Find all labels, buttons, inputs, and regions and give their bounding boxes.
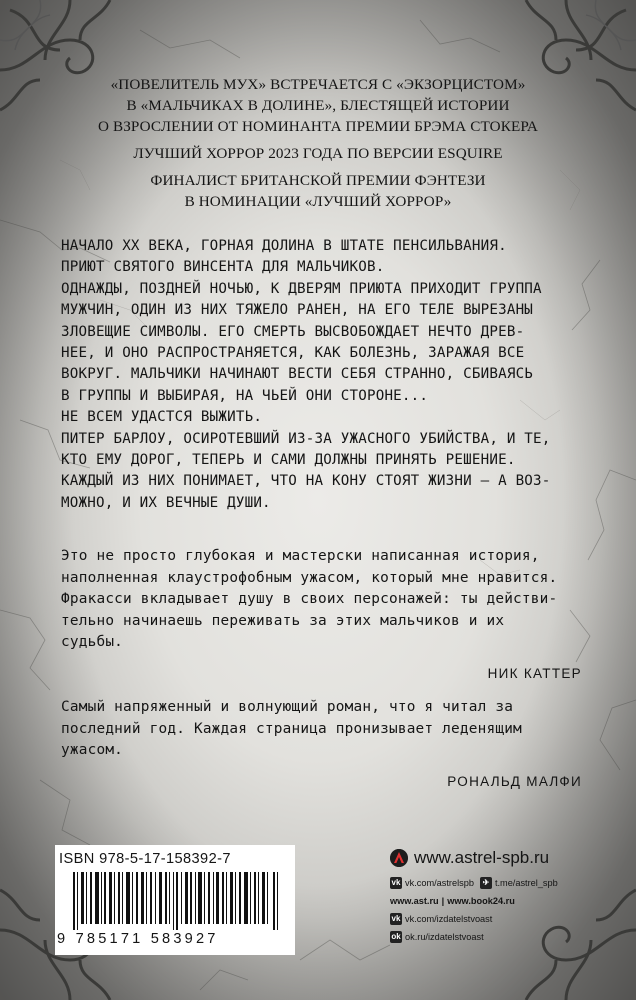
synopsis-line: ВОКРУГ. МАЛЬЧИКИ НАЧИНАЮТ ВЕСТИ СЕБЯ СТРАННО, СБИВАЯСЬ — [61, 366, 534, 383]
divider: | — [441, 896, 445, 906]
isbn-label: ISBN 978-5-17-158392-7 — [59, 851, 231, 867]
blurb-line: ЛУЧШИЙ ХОРРОР 2023 ГОДА ПО ВЕРСИИ ESQUIRE — [133, 145, 503, 162]
barcode-box — [55, 845, 295, 955]
blurb-quote — [60, 74, 576, 137]
odnoklassniki-icon: ok — [391, 932, 401, 941]
review-block — [61, 697, 582, 789]
synopsis-line: ПРИЮТ СВЯТОГО ВИНСЕНТА ДЛЯ МАЛЬЧИКОВ. — [61, 259, 385, 276]
synopsis-line: КАЖДЫЙ ИЗ НИХ ПОНИМАЕТ, ЧТО НА КОНУ СТОЯТ ЖИЗНИ — А ВОЗ- — [61, 473, 551, 490]
review-line: Фракасси вкладывает душу в своих персонажей: ты действи- — [61, 591, 558, 608]
publisher-links — [390, 846, 590, 946]
review-line: Это не просто глубокая и мастерски написанная история, — [61, 548, 540, 564]
vk-row — [390, 910, 590, 928]
synopsis-line: КТО ЕМУ ДОРОГ, ТЕПЕРЬ И САМИ ДОЛЖНЫ ПРИНЯТЬ РЕШЕНИЕ. — [61, 452, 516, 469]
synopsis — [61, 236, 582, 514]
review-line: ужасом. — [61, 742, 124, 759]
barcode-digits: 9 785171 583927 — [57, 931, 219, 947]
ast-link[interactable]: www.ast.ru — [390, 896, 439, 906]
ok-link[interactable]: ok.ru/izdatelstvoast — [405, 932, 484, 942]
review-line: судьбы. — [61, 634, 124, 651]
telegram-icon: ✈ — [480, 877, 492, 889]
synopsis-line: НЕ ВСЕМ УДАСТСЯ ВЫЖИТЬ. — [61, 409, 263, 426]
shop-row — [390, 892, 590, 910]
blurb-line: «ПОВЕЛИТЕЛЬ МУХ» ВСТРЕЧАЕТСЯ С «ЭКЗОРЦИСТОМ» — [110, 76, 526, 93]
blurb-line: В «МАЛЬЧИКАХ В ДОЛИНЕ», БЛЕСТЯЩЕЙ ИСТОРИИ — [126, 97, 510, 114]
blurb-award — [60, 170, 576, 212]
vk-link[interactable]: vk.com/astrelspb — [405, 878, 474, 888]
synopsis-line: ОДНАЖДЫ, ПОЗДНЕЙ НОЧЬЮ, К ДВЕРЯМ ПРИЮТА ПРИХОДИТ ГРУППА — [61, 280, 542, 297]
review-line: наполненная клаустрофобным ужасом, который мне нравится. — [61, 569, 558, 586]
website-link[interactable] — [390, 846, 590, 870]
review-line: последний год. Каждая страница пронизывает леденящим — [61, 720, 522, 737]
blurb-line: О ВЗРОСЛЕНИИ ОТ НОМИНАНТА ПРЕМИИ БРЭМА СТОКЕРА — [98, 118, 538, 135]
book24-link[interactable]: www.book24.ru — [447, 896, 515, 906]
review-line: Самый напряженный и волнующий роман, что я читал за — [61, 699, 514, 715]
astrel-logo-icon — [390, 849, 408, 867]
vk-ast-link[interactable]: vk.com/izdatelstvoast — [405, 914, 493, 924]
synopsis-line: НЕЕ, И ОНО РАСПРОСТРАНЯЕТСЯ, КАК БОЛЕЗНЬ, ЗАРАЖАЯ ВСЕ — [61, 345, 525, 362]
blurb-line: В НОМИНАЦИИ «ЛУЧШИЙ ХОРРОР» — [184, 193, 452, 210]
vk-icon: vk — [391, 878, 401, 887]
review-block — [61, 546, 582, 681]
synopsis-line: НАЧАЛО XX ВЕКА, ГОРНАЯ ДОЛИНА В ШТАТЕ ПЕНСИЛЬВАНИЯ. — [61, 238, 507, 254]
barcode — [67, 872, 287, 930]
website-url: www.astrel-spb.ru — [414, 848, 550, 867]
blurbs-block — [60, 74, 576, 218]
synopsis-line: МУЖЧИН, ОДИН ИЗ НИХ ТЯЖЕЛО РАНЕН, НА ЕГО ТЕЛЕ ВЫРЕЗАНЫ — [61, 302, 534, 319]
synopsis-line: ПИТЕР БАРЛОУ, ОСИРОТЕВШИЙ ИЗ-ЗА УЖАСНОГО УБИЙСТВА, И ТЕ, — [61, 430, 551, 447]
telegram-link[interactable]: t.me/astrel_spb — [494, 878, 558, 888]
ok-row — [390, 928, 590, 946]
review-author: РОНАЛЬД МАЛФИ — [447, 773, 582, 789]
blurb-line: ФИНАЛИСТ БРИТАНСКОЙ ПРЕМИИ ФЭНТЕЗИ — [150, 172, 486, 189]
blurb-award — [60, 143, 576, 164]
review-author: НИК КАТТЕР — [487, 665, 582, 681]
vk-icon: vk — [391, 914, 401, 923]
synopsis-line: В ГРУППЫ И ВЫБИРАЯ, НА ЧЬЕЙ ОНИ СТОРОНЕ... — [61, 387, 429, 404]
review-line: тельно начинаешь переживать за этих мальчиков и их — [61, 612, 505, 629]
synopsis-line: ЗЛОВЕЩИЕ СИМВОЛЫ. ЕГО СМЕРТЬ ВЫСВОБОЖДАЕТ НЕЧТО ДРЕВ- — [61, 323, 525, 340]
synopsis-line: МОЖНО, И ИХ ВЕЧНЫЕ ДУШИ. — [61, 494, 271, 511]
social-row — [390, 874, 590, 892]
